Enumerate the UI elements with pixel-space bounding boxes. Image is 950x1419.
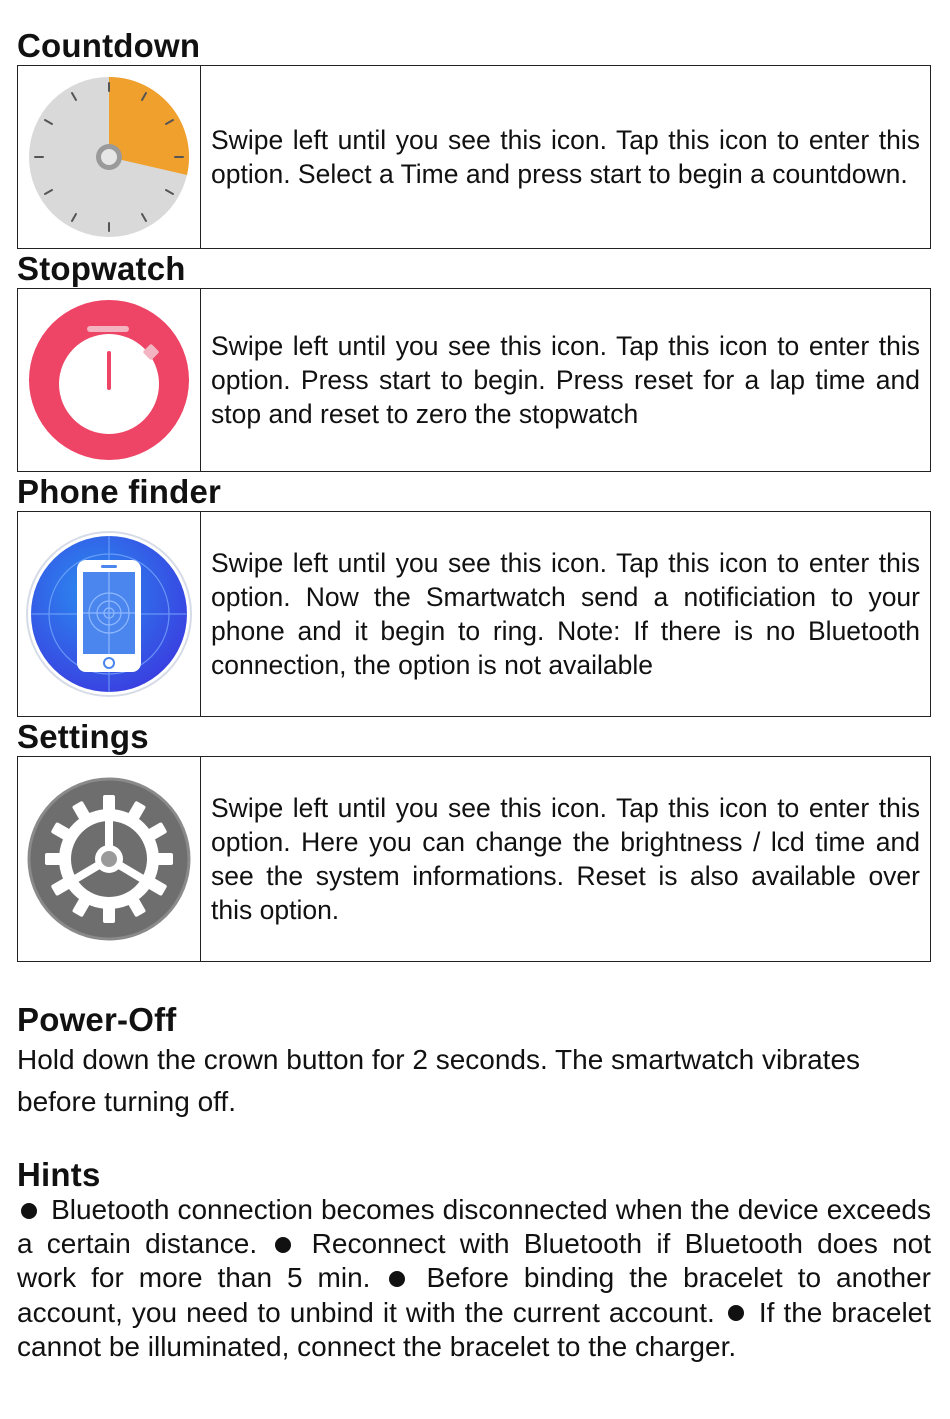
bullet-icon bbox=[728, 1305, 744, 1321]
bullet-icon bbox=[21, 1203, 37, 1219]
countdown-heading: Countdown bbox=[17, 27, 201, 64]
settings-gear-icon bbox=[27, 777, 191, 941]
phone-finder-icon bbox=[25, 530, 193, 698]
hint-item: Before binding the bracelet to another account, you need to unbind it with the current account. bbox=[17, 1262, 931, 1328]
phone-finder-icon-cell bbox=[18, 512, 201, 716]
countdown-icon-cell bbox=[18, 66, 201, 248]
settings-description-cell bbox=[201, 757, 930, 961]
settings-description: Swipe left until you see this icon. Tap this icon to enter this option. Here you can change the brightness / lcd time and see the system informations. Reset is also available over this option. bbox=[211, 793, 920, 925]
hints-text bbox=[17, 1193, 931, 1364]
hints-heading: Hints bbox=[17, 1156, 101, 1193]
hint-item: If the bracelet cannot be illuminated, connect the bracelet to the charger. bbox=[17, 1296, 932, 1362]
stopwatch-description-cell bbox=[201, 289, 930, 471]
stopwatch-icon-cell bbox=[18, 289, 201, 471]
stopwatch-icon bbox=[27, 298, 191, 462]
stopwatch-description: Swipe left until you see this icon. Tap this icon to enter this option. Press start to begin. Press reset for a lap time and stop and reset to zero the stopwatch bbox=[211, 331, 920, 429]
settings-heading: Settings bbox=[17, 718, 149, 755]
countdown-icon bbox=[27, 75, 191, 239]
settings-table bbox=[17, 756, 931, 962]
power-off-heading: Power-Off bbox=[17, 1001, 177, 1038]
countdown-description-cell bbox=[201, 66, 930, 248]
phone-finder-description: Swipe left until you see this icon. Tap this icon to enter this option. Now the Smartwatch send a notificiation to your phone and it begin to ring. Note: If there is no Bluetooth connection, the option is not available bbox=[211, 548, 920, 680]
phone-finder-heading: Phone finder bbox=[17, 473, 222, 510]
power-off-text: Hold down the crown button for 2 seconds. The smartwatch vibrates before turning off. bbox=[17, 1044, 861, 1117]
bullet-icon bbox=[275, 1237, 291, 1253]
phone-finder-table bbox=[17, 511, 931, 717]
bullet-icon bbox=[389, 1271, 405, 1287]
stopwatch-table bbox=[17, 288, 931, 472]
stopwatch-heading: Stopwatch bbox=[17, 250, 186, 287]
hint-item: Reconnect with Bluetooth if Bluetooth does not work for more than 5 min. bbox=[17, 1228, 932, 1294]
countdown-description: Swipe left until you see this icon. Tap this icon to enter this option. Select a Time and press start to begin a countdown. bbox=[211, 125, 920, 189]
settings-icon-cell bbox=[18, 757, 201, 961]
phone-finder-description-cell bbox=[201, 512, 930, 716]
countdown-table bbox=[17, 65, 931, 249]
hint-item: Bluetooth connection becomes disconnected when the device exceeds a certain distance. bbox=[17, 1194, 931, 1260]
